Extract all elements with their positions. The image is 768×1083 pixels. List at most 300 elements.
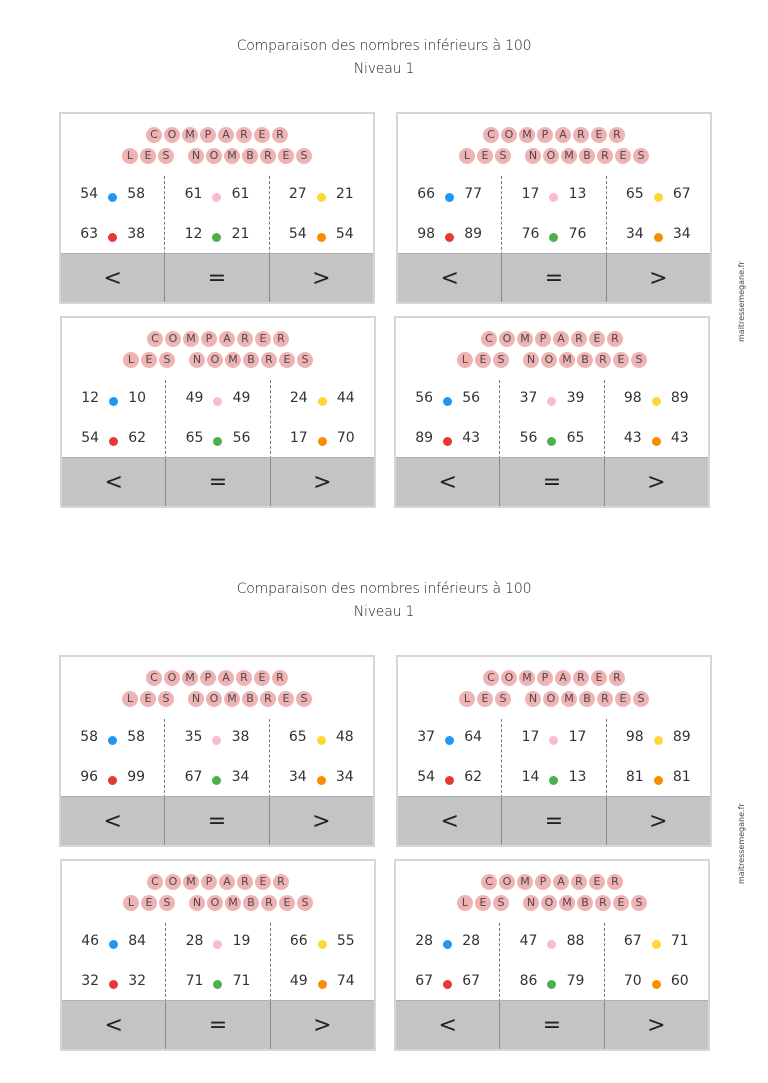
left-number: 34 — [625, 226, 644, 242]
left-number: 12 — [184, 226, 203, 242]
title-letter: R — [237, 874, 253, 890]
comparison-pair — [166, 971, 269, 991]
title-letter: E — [279, 352, 295, 368]
right-number: 13 — [568, 186, 587, 202]
title-letter: P — [537, 670, 553, 686]
title-letter: C — [481, 874, 497, 890]
title-letter: R — [571, 331, 587, 347]
card-title-line-1 — [61, 667, 373, 688]
title-letter: E — [140, 691, 156, 707]
comparison-pair — [607, 767, 710, 787]
right-number: 54 — [335, 226, 354, 242]
color-dot — [318, 940, 327, 949]
title-letter: O — [541, 352, 557, 368]
worksheet-page — [0, 543, 768, 1083]
color-dot — [109, 980, 118, 989]
greater-than-symbol[interactable]: > — [269, 254, 373, 302]
number-column — [62, 923, 165, 1007]
number-column — [269, 719, 373, 803]
comparison-pair — [271, 388, 374, 408]
comparison-pair — [61, 224, 164, 244]
color-dot — [317, 193, 326, 202]
right-number: 58 — [127, 186, 146, 202]
color-dot — [547, 397, 556, 406]
number-column — [501, 176, 605, 260]
comparison-pair — [62, 971, 165, 991]
title-letter: M — [183, 331, 199, 347]
color-dot — [443, 397, 452, 406]
greater-than-symbol[interactable]: > — [270, 1001, 374, 1049]
title-letter: R — [607, 331, 623, 347]
color-dot — [317, 776, 326, 785]
right-number: 76 — [568, 226, 587, 242]
color-dot — [549, 776, 558, 785]
title-letter: N — [523, 895, 539, 911]
comparison-pair — [607, 184, 710, 204]
title-letter: A — [555, 670, 571, 686]
right-number: 48 — [335, 729, 354, 745]
title-letter: L — [122, 691, 138, 707]
comparison-pair — [396, 971, 499, 991]
card-title-line-2 — [396, 349, 708, 370]
right-number: 10 — [128, 390, 147, 406]
equals-symbol[interactable]: = — [165, 1001, 269, 1049]
left-number: 12 — [81, 390, 100, 406]
color-dot — [213, 980, 222, 989]
number-columns — [62, 380, 374, 464]
card-title — [61, 124, 373, 166]
card-title-line-2 — [398, 145, 710, 166]
number-columns — [62, 923, 374, 1007]
comparison-pair — [165, 224, 268, 244]
left-number: 37 — [519, 390, 538, 406]
title-letter: S — [633, 148, 649, 164]
color-dot — [212, 233, 221, 242]
color-dot — [108, 233, 117, 242]
number-columns — [398, 719, 710, 803]
right-number: 60 — [670, 973, 689, 989]
title-letter: R — [607, 874, 623, 890]
title-letter: C — [146, 670, 162, 686]
title-letter: O — [165, 874, 181, 890]
less-than-symbol[interactable]: < — [438, 1012, 457, 1038]
less-than-symbol[interactable]: < — [440, 265, 459, 291]
title-letter: R — [571, 874, 587, 890]
left-number: 17 — [521, 186, 540, 202]
left-number: 98 — [625, 729, 644, 745]
right-number: 64 — [464, 729, 483, 745]
greater-than-symbol[interactable]: > — [606, 797, 710, 845]
number-column — [501, 719, 605, 803]
title-letter: O — [543, 148, 559, 164]
right-number: 43 — [462, 430, 481, 446]
title-letter: S — [633, 691, 649, 707]
comparison-pair — [271, 971, 374, 991]
left-number: 32 — [81, 973, 100, 989]
title-letter: C — [481, 331, 497, 347]
title-letter: B — [242, 691, 258, 707]
title-letter: N — [189, 352, 205, 368]
comparison-pair — [166, 388, 269, 408]
title-letter: R — [261, 895, 277, 911]
title-letter: E — [278, 148, 294, 164]
right-number: 61 — [231, 186, 250, 202]
title-letter: R — [260, 148, 276, 164]
title-letter: M — [519, 127, 535, 143]
left-number: 67 — [415, 973, 434, 989]
color-dot — [443, 940, 452, 949]
title-letter: M — [182, 670, 198, 686]
color-dot — [108, 776, 117, 785]
card-title — [62, 328, 374, 370]
title-letter: L — [459, 148, 475, 164]
comparison-pair — [166, 428, 269, 448]
right-number: 38 — [231, 729, 250, 745]
title-letter: O — [501, 127, 517, 143]
title-letter: B — [579, 148, 595, 164]
left-number: 67 — [623, 933, 642, 949]
title-letter: M — [559, 895, 575, 911]
title-letter: P — [200, 670, 216, 686]
card-title-line-2 — [398, 688, 710, 709]
title-letter: A — [553, 331, 569, 347]
card-title-line-1 — [62, 328, 374, 349]
symbol-bar — [61, 796, 373, 845]
title-letter: O — [164, 127, 180, 143]
color-dot — [654, 776, 663, 785]
right-number: 88 — [566, 933, 585, 949]
color-dot — [652, 437, 661, 446]
right-number: 65 — [566, 430, 585, 446]
page-title: Comparaison des nombres inférieurs à 100 — [236, 38, 532, 54]
comparison-pair — [502, 727, 605, 747]
comparison-pair — [500, 931, 603, 951]
symbol-bar — [62, 1000, 374, 1049]
color-dot — [652, 980, 661, 989]
right-number: 34 — [335, 769, 354, 785]
title-letter: C — [146, 127, 162, 143]
title-letter: S — [158, 691, 174, 707]
title-letter: S — [493, 895, 509, 911]
left-number: 28 — [185, 933, 204, 949]
greater-than-symbol[interactable]: > — [270, 458, 374, 506]
comparison-pair — [271, 428, 374, 448]
title-letter: R — [261, 352, 277, 368]
right-number: 56 — [462, 390, 481, 406]
title-letter: R — [597, 691, 613, 707]
card-title-line-2 — [61, 688, 373, 709]
left-number: 27 — [288, 186, 307, 202]
comparison-pair — [165, 767, 268, 787]
color-dot — [213, 437, 222, 446]
number-column — [396, 380, 499, 464]
comparison-pair — [61, 184, 164, 204]
title-letter: R — [273, 331, 289, 347]
left-number: 71 — [185, 973, 204, 989]
title-letter: E — [589, 874, 605, 890]
number-column — [164, 719, 268, 803]
color-dot — [212, 193, 221, 202]
comparison-pair — [165, 184, 268, 204]
comparison-pair — [605, 931, 708, 951]
color-dot — [549, 193, 558, 202]
right-number: 56 — [232, 430, 251, 446]
right-number: 89 — [464, 226, 483, 242]
right-number: 99 — [127, 769, 146, 785]
left-number: 76 — [521, 226, 540, 242]
title-letter: C — [483, 127, 499, 143]
title-letter: O — [501, 670, 517, 686]
title-letter: C — [147, 331, 163, 347]
greater-than-symbol[interactable]: > — [606, 254, 710, 302]
color-dot — [109, 940, 118, 949]
right-number: 58 — [127, 729, 146, 745]
comparison-pair — [500, 971, 603, 991]
left-number: 17 — [521, 729, 540, 745]
less-than-symbol[interactable]: < — [103, 265, 122, 291]
title-letter: R — [237, 331, 253, 347]
card-title-line-2 — [396, 892, 708, 913]
left-number: 14 — [521, 769, 540, 785]
right-number: 67 — [462, 973, 481, 989]
right-number: 21 — [231, 226, 250, 242]
title-letter: S — [159, 352, 175, 368]
left-number: 46 — [81, 933, 100, 949]
right-number: 19 — [232, 933, 251, 949]
equals-symbol[interactable]: = — [164, 797, 268, 845]
card-title-line-2 — [61, 145, 373, 166]
right-number: 84 — [128, 933, 147, 949]
right-number: 77 — [464, 186, 483, 202]
equals-symbol[interactable]: = — [165, 458, 269, 506]
title-letter: B — [242, 148, 258, 164]
title-letter: E — [254, 127, 270, 143]
card-title — [396, 328, 708, 370]
title-letter: S — [297, 352, 313, 368]
number-column — [62, 380, 165, 464]
color-dot — [212, 776, 221, 785]
right-number: 62 — [464, 769, 483, 785]
title-letter: E — [140, 148, 156, 164]
left-number: 81 — [625, 769, 644, 785]
right-number: 55 — [336, 933, 355, 949]
comparison-pair — [398, 767, 501, 787]
title-letter: O — [206, 148, 222, 164]
comparison-pair — [398, 224, 501, 244]
comparison-card — [59, 655, 375, 847]
title-letter: S — [158, 148, 174, 164]
title-letter: S — [296, 148, 312, 164]
left-number: 49 — [289, 973, 308, 989]
left-number: 66 — [417, 186, 436, 202]
less-than-symbol[interactable]: < — [440, 808, 459, 834]
left-number: 96 — [80, 769, 99, 785]
comparison-pair — [396, 388, 499, 408]
title-letter: P — [201, 874, 217, 890]
right-number: 34 — [672, 226, 691, 242]
comparison-pair — [165, 727, 268, 747]
title-letter: N — [188, 691, 204, 707]
right-number: 67 — [672, 186, 691, 202]
left-number: 54 — [417, 769, 436, 785]
title-letter: N — [188, 148, 204, 164]
comparison-pair — [270, 727, 373, 747]
comparison-pair — [607, 224, 710, 244]
left-number: 54 — [80, 186, 99, 202]
comparison-pair — [62, 428, 165, 448]
card-title-line-1 — [62, 871, 374, 892]
left-number: 47 — [519, 933, 538, 949]
title-letter: A — [219, 331, 235, 347]
number-column — [270, 923, 374, 1007]
title-letter: R — [273, 874, 289, 890]
site-credit: maitressemegane.fr — [737, 803, 746, 884]
equals-symbol[interactable]: = — [499, 1001, 603, 1049]
number-column — [269, 176, 373, 260]
title-letter: O — [541, 895, 557, 911]
color-dot — [317, 736, 326, 745]
greater-than-symbol[interactable]: > — [269, 797, 373, 845]
color-dot — [445, 776, 454, 785]
color-dot — [213, 397, 222, 406]
number-column — [164, 176, 268, 260]
title-letter: A — [553, 874, 569, 890]
symbol-bar — [396, 1000, 708, 1049]
color-dot — [212, 736, 221, 745]
less-than-symbol[interactable]: < — [438, 469, 457, 495]
color-dot — [445, 736, 454, 745]
card-title-line-1 — [61, 124, 373, 145]
right-number: 70 — [336, 430, 355, 446]
title-letter: B — [243, 895, 259, 911]
number-column — [499, 923, 603, 1007]
left-number: 28 — [415, 933, 434, 949]
title-letter: R — [236, 127, 252, 143]
title-letter: A — [555, 127, 571, 143]
right-number: 49 — [232, 390, 251, 406]
number-columns — [396, 380, 708, 464]
title-letter: O — [207, 895, 223, 911]
card-title — [62, 871, 374, 913]
right-number: 74 — [336, 973, 355, 989]
comparison-card — [396, 655, 712, 847]
number-columns — [61, 719, 373, 803]
title-letter: S — [495, 691, 511, 707]
title-letter: R — [609, 127, 625, 143]
less-than-symbol[interactable]: < — [104, 469, 123, 495]
title-letter: C — [483, 670, 499, 686]
title-letter: O — [164, 670, 180, 686]
less-than-symbol[interactable]: < — [103, 808, 122, 834]
right-number: 79 — [566, 973, 585, 989]
less-than-symbol[interactable]: < — [104, 1012, 123, 1038]
equals-symbol[interactable]: = — [501, 254, 605, 302]
title-letter: B — [577, 352, 593, 368]
title-letter: P — [201, 331, 217, 347]
color-dot — [109, 397, 118, 406]
title-letter: E — [589, 331, 605, 347]
number-column — [499, 380, 603, 464]
title-letter: O — [499, 874, 515, 890]
title-letter: E — [254, 670, 270, 686]
card-title — [396, 871, 708, 913]
title-letter: L — [459, 691, 475, 707]
color-dot — [654, 736, 663, 745]
title-letter: E — [613, 352, 629, 368]
title-letter: O — [207, 352, 223, 368]
right-number: 81 — [672, 769, 691, 785]
title-letter: R — [272, 127, 288, 143]
symbol-bar — [398, 796, 710, 845]
title-letter: E — [477, 691, 493, 707]
title-letter: M — [225, 895, 241, 911]
title-letter: E — [477, 148, 493, 164]
left-number: 34 — [288, 769, 307, 785]
comparison-card — [396, 112, 712, 304]
title-letter: M — [559, 352, 575, 368]
title-letter: P — [200, 127, 216, 143]
symbol-bar — [398, 253, 710, 302]
equals-symbol[interactable]: = — [164, 254, 268, 302]
number-column — [165, 923, 269, 1007]
title-letter: O — [206, 691, 222, 707]
right-number: 44 — [336, 390, 355, 406]
color-dot — [445, 193, 454, 202]
comparison-pair — [62, 388, 165, 408]
title-letter: S — [495, 148, 511, 164]
right-number: 62 — [128, 430, 147, 446]
right-number: 21 — [335, 186, 354, 202]
page-subtitle: Niveau 1 — [353, 61, 415, 77]
symbol-bar — [62, 457, 374, 506]
color-dot — [108, 736, 117, 745]
title-letter: B — [579, 691, 595, 707]
number-columns — [396, 923, 708, 1007]
comparison-card — [394, 316, 710, 508]
number-column — [604, 380, 708, 464]
comparison-pair — [607, 727, 710, 747]
left-number: 37 — [417, 729, 436, 745]
title-letter: E — [591, 127, 607, 143]
color-dot — [317, 233, 326, 242]
left-number: 49 — [185, 390, 204, 406]
title-letter: P — [537, 127, 553, 143]
comparison-pair — [502, 767, 605, 787]
comparison-card — [59, 112, 375, 304]
card-title-line-1 — [398, 124, 710, 145]
color-dot — [547, 437, 556, 446]
title-letter: L — [457, 895, 473, 911]
greater-than-symbol[interactable]: > — [604, 1001, 708, 1049]
left-number: 98 — [417, 226, 436, 242]
color-dot — [547, 940, 556, 949]
title-letter: E — [279, 895, 295, 911]
title-letter: E — [475, 352, 491, 368]
left-number: 67 — [184, 769, 203, 785]
equals-symbol[interactable]: = — [501, 797, 605, 845]
equals-symbol[interactable]: = — [499, 458, 603, 506]
color-dot — [652, 940, 661, 949]
left-number: 86 — [519, 973, 538, 989]
title-letter: O — [165, 331, 181, 347]
color-dot — [549, 736, 558, 745]
title-letter: L — [122, 148, 138, 164]
left-number: 43 — [623, 430, 642, 446]
right-number: 32 — [128, 973, 147, 989]
comparison-pair — [500, 428, 603, 448]
title-letter: B — [577, 895, 593, 911]
greater-than-symbol[interactable]: > — [604, 458, 708, 506]
